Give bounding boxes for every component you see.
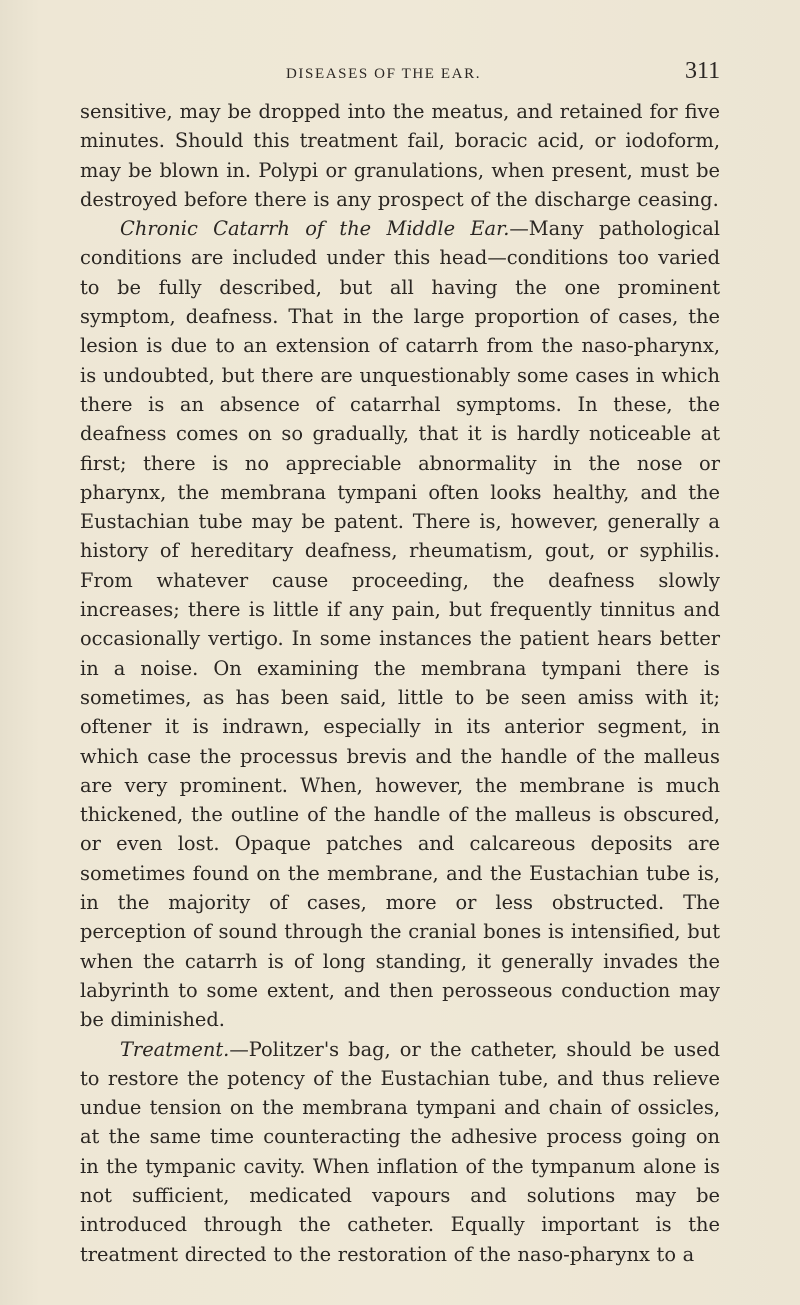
- body-text: [80, 97, 720, 1269]
- paragraph-text: sensitive, may be dropped into the meatus, and retained for five minutes. Should this treatment fail, boracic acid, or iodoform, may be blown in. Polypi or granulations, when present, must be destroyed before there is any prospect of the discharge ceasing.: [80, 100, 720, 211]
- paragraph-text: —Many pathological conditions are included under this head—conditions too varied to be fully described, but all having the one prominent symptom, deafness. That in the large proportion of cases, the lesion is due to an extension of catarrh from the naso-pharynx, is undoubted, but there are unquestionably some cases in which there is an absence of catarrhal symptoms. In these, the deafness comes on so gradually, that it is hardly noticeable at first; there is no appreciable abnormality in the nose or pharynx, the membrana tympani often looks healthy, and the Eustachian tube may be patent. There is, however, generally a history of hereditary deafness, rheumatism, gout, or syphilis. From whatever cause proceeding, the deafness slowly increases; there is little if any pain, but frequently tinnitus and occasionally vertigo. In some instances the patient hears better in a noise. On examining the membrana tympani there is sometimes, as has been said, little to be seen amiss with it; oftener it is indrawn, especially in its anterior segment, in which case the processus brevis and the handle of the malleus are very prominent. When, however, the membrane is much thickened, the outline of the handle of the malleus is obscured, or even lost. Opaque patches and calcareous deposits are sometimes found on the membrane, and the Eustachian tube is, in the majority of cases, more or less obstructed. The perception of sound through the cranial bones is intensified, but when the catarrh is of long standing, it generally invades the labyrinth to some extent, and then perosseous conduction may be diminished.: [80, 217, 720, 1032]
- page-number: 311: [685, 58, 721, 84]
- page-header: [0, 58, 800, 88]
- section-heading-chronic-catarrh: Chronic Catarrh of the Middle Ear.: [120, 217, 510, 241]
- paragraph-chronic-catarrh: [80, 214, 720, 1034]
- paragraph-treatment: [80, 1035, 720, 1269]
- running-head: DISEASES OF THE EAR.: [286, 66, 482, 82]
- paragraph-text: —Politzer's bag, or the catheter, should be used to restore the potency of the Eustachian tube, and thus relieve undue tension on the membrana tympani and chain of ossicles, at the same time counteracting the adhesive process going on in the tympanic cavity. When inflation of the tympanum alone is not sufficient, medicated vapours and solutions may be introduced through the catheter. Equally important is the treatment directed to the restoration of the naso-pharynx to a: [80, 1037, 720, 1266]
- paragraph-continuation: [80, 97, 720, 214]
- section-heading-treatment: Treatment.: [120, 1037, 230, 1061]
